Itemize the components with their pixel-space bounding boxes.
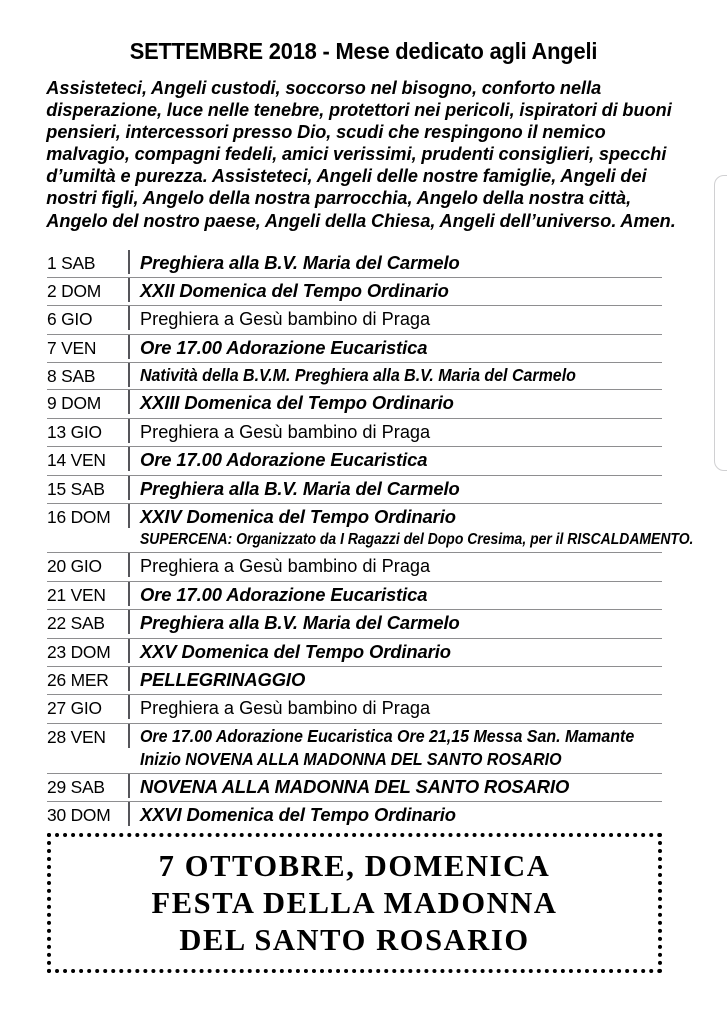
calendar-entry-line: XXV Domenica del Tempo Ordinario bbox=[140, 640, 451, 662]
table-row bbox=[47, 475, 662, 503]
table-row bbox=[47, 695, 662, 723]
calendar-date-cell: 13 GIO bbox=[47, 421, 102, 442]
calendar-description-cell bbox=[129, 306, 662, 334]
table-row bbox=[47, 306, 662, 334]
calendar-date-cell: 2 DOM bbox=[47, 281, 102, 302]
announcement-line: FESTA DELLA MADONNA bbox=[151, 885, 558, 920]
calendar-description-cell bbox=[129, 581, 662, 609]
page-title: SETTEMBRE 2018 - Mese dedicato agli Angeli bbox=[129, 38, 598, 64]
table-row bbox=[47, 447, 662, 475]
calendar-entry-line: NOVENA ALLA MADONNA DEL SANTO ROSARIO bbox=[140, 775, 570, 797]
calendar-description-cell bbox=[129, 638, 662, 666]
calendar-description-cell bbox=[129, 695, 662, 723]
calendar-entry-line: Preghiera alla B.V. Maria del Carmelo bbox=[140, 477, 460, 499]
calendar-date-cell: 27 GIO bbox=[47, 698, 102, 719]
calendar-description-cell bbox=[129, 390, 662, 418]
table-row bbox=[47, 638, 662, 666]
calendar-description-cell bbox=[129, 503, 694, 552]
table-row bbox=[47, 363, 662, 390]
calendar-entry-line: Ore 17.00 Adorazione Eucaristica bbox=[140, 449, 428, 471]
calendar-description-cell bbox=[129, 773, 662, 801]
table-row bbox=[47, 334, 662, 362]
calendar-description-cell bbox=[129, 447, 662, 475]
table-row bbox=[47, 773, 662, 801]
calendar-date-cell: 8 SAB bbox=[47, 366, 96, 387]
calendar-date-cell: 30 DOM bbox=[47, 805, 111, 826]
calendar-section bbox=[0, 250, 694, 855]
calendar-entry-line: Preghiera alla B.V. Maria del Carmelo bbox=[140, 251, 460, 273]
calendar-date-cell: 20 GIO bbox=[47, 556, 102, 577]
calendar-date-cell: 26 MER bbox=[47, 669, 109, 690]
calendar-entry-line: XXIV Domenica del Tempo Ordinario bbox=[140, 505, 456, 527]
calendar-description-cell bbox=[129, 610, 662, 638]
calendar-description-cell bbox=[129, 334, 662, 362]
table-row bbox=[47, 581, 662, 609]
calendar-date-cell: 16 DOM bbox=[47, 506, 111, 527]
calendar-entry-line: Inizio NOVENA ALLA MADONNA DEL SANTO ROSARIO bbox=[140, 748, 562, 769]
calendar-date-cell: 23 DOM bbox=[47, 641, 111, 662]
table-row bbox=[47, 666, 662, 694]
calendar-entry-line: XXVI Domenica del Tempo Ordinario bbox=[140, 804, 456, 826]
calendar-date-cell: 28 VEN bbox=[47, 726, 106, 747]
calendar-entry-line: XXII Domenica del Tempo Ordinario bbox=[140, 280, 449, 302]
calendar-entry-line: Preghiera a Gesù bambino di Praga bbox=[140, 556, 431, 577]
table-row bbox=[47, 610, 662, 638]
calendar-table bbox=[47, 250, 694, 855]
calendar-entry-line: XXIII Domenica del Tempo Ordinario bbox=[140, 392, 454, 414]
calendar-entry-line: Ore 17.00 Adorazione Eucaristica bbox=[140, 336, 428, 358]
table-row bbox=[47, 278, 662, 306]
calendar-entry-line: PELLEGRINAGGIO bbox=[140, 668, 306, 690]
table-row bbox=[47, 250, 662, 278]
calendar-description-cell bbox=[129, 363, 662, 390]
calendar-date-cell: 9 DOM bbox=[47, 393, 102, 414]
announcement-line: 7 OTTOBRE, DOMENICA bbox=[158, 848, 551, 883]
announcement-line: DEL SANTO ROSARIO bbox=[179, 922, 530, 957]
table-row bbox=[47, 723, 662, 773]
calendar-entry-line: Natività della B.V.M. Preghiera alla B.V. Maria del Carmelo bbox=[140, 365, 576, 386]
calendar-entry-line: Ore 17.00 Adorazione Eucaristica bbox=[140, 583, 428, 605]
calendar-entry-line: Preghiera a Gesù bambino di Praga bbox=[140, 421, 431, 442]
calendar-description-cell bbox=[129, 278, 662, 306]
calendar-description-cell bbox=[129, 666, 662, 694]
prayer-paragraph: Assisteteci, Angeli custodi, soccorso nel bisogno, conforto nella disperazione, luce nelle tenebre, protettori nei pericoli, ispiratori di buoni pensieri, intercessori presso Dio, scudi che respingono il nemico malvagio, compagni fedeli, amici verissimi, prudenti consiglieri, specchi d’umiltà e purezza. Assisteteci, Angeli delle nostre famiglie, Angeli dei nostri figli, Angelo della nostra parrocchia, Angelo della nostra città, Angelo del nostro paese, Angeli della Chiesa, Angeli dell’universo. Amen. bbox=[46, 77, 676, 231]
table-row bbox=[47, 390, 662, 418]
calendar-date-cell: 29 SAB bbox=[47, 776, 105, 797]
calendar-entry-line: Preghiera alla B.V. Maria del Carmelo bbox=[140, 612, 460, 634]
calendar-entry-line: Ore 17.00 Adorazione Eucaristica Ore 21,15 Messa San. Mamante bbox=[140, 725, 635, 746]
calendar-date-cell: 1 SAB bbox=[47, 252, 96, 273]
table-row bbox=[47, 503, 662, 552]
calendar-description-cell bbox=[129, 475, 662, 503]
calendar-entry-line: Preghiera a Gesù bambino di Praga bbox=[140, 309, 431, 330]
calendar-date-cell: 7 VEN bbox=[47, 337, 97, 358]
calendar-body bbox=[47, 250, 694, 855]
calendar-date-cell: 6 GIO bbox=[47, 309, 93, 330]
table-row bbox=[47, 553, 662, 581]
calendar-entry-line: Preghiera a Gesù bambino di Praga bbox=[140, 698, 431, 719]
calendar-description-cell bbox=[129, 553, 662, 581]
calendar-date-cell: 15 SAB bbox=[47, 478, 105, 499]
calendar-entry-line: SUPERCENA: Organizzato da I Ragazzi del Dopo Cresima, per il RISCALDAMENTO. bbox=[140, 531, 694, 549]
calendar-date-cell: 22 SAB bbox=[47, 613, 105, 634]
calendar-date-cell: 21 VEN bbox=[47, 584, 106, 605]
calendar-date-cell: 14 VEN bbox=[47, 450, 106, 471]
calendar-description-cell bbox=[129, 418, 662, 446]
calendar-description-cell bbox=[129, 723, 662, 773]
calendar-description-cell bbox=[129, 250, 662, 278]
table-row bbox=[47, 418, 662, 446]
announcement-box bbox=[47, 833, 662, 973]
